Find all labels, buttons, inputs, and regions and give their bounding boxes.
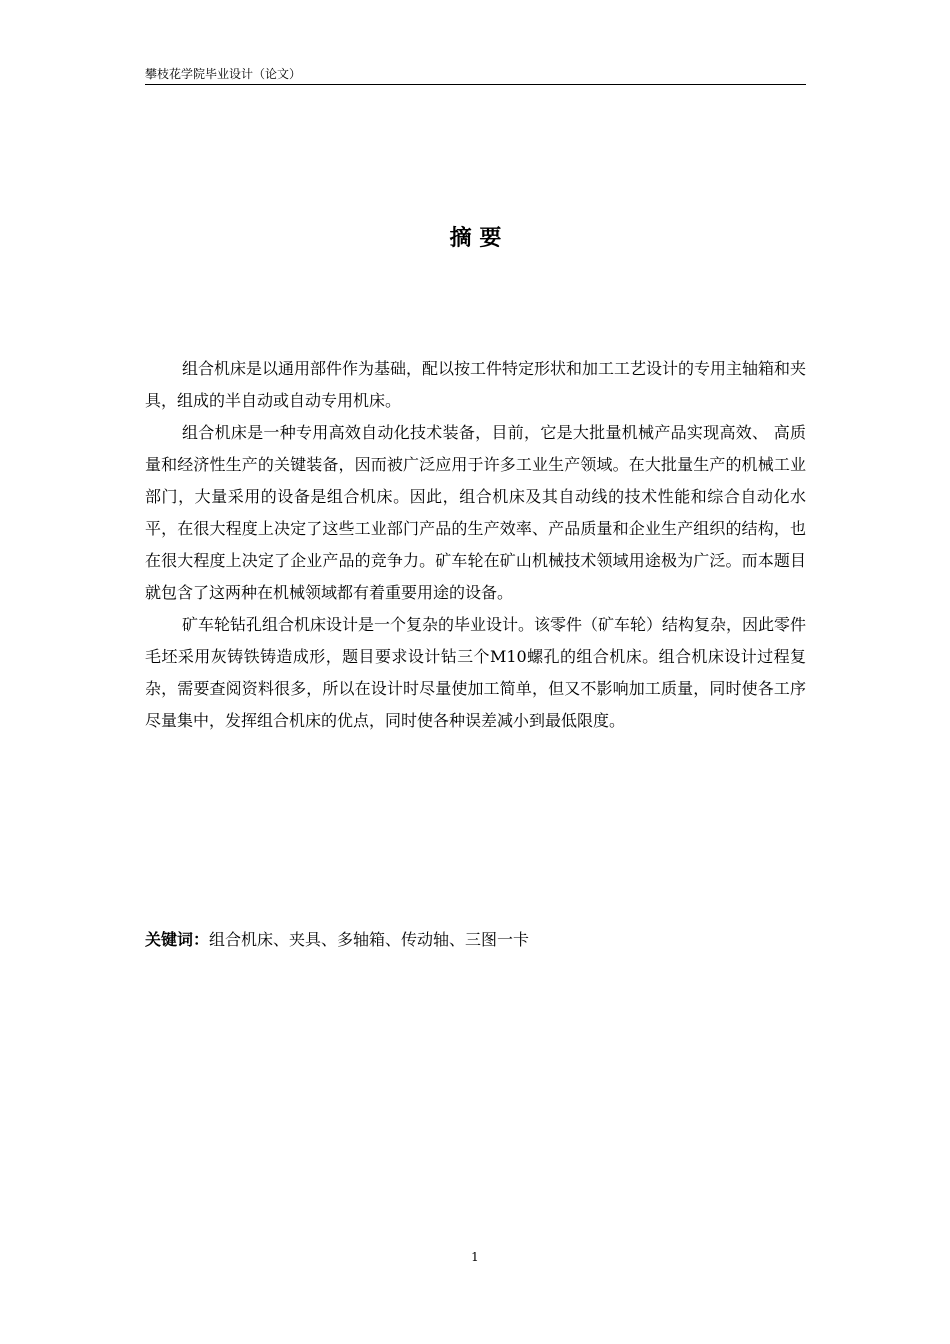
keywords-value: 组合机床、夹具、多轴箱、传动轴、三图一卡	[209, 930, 530, 949]
page-header	[145, 66, 806, 85]
page-number: 1	[471, 1250, 479, 1264]
header-text: 攀枝花学院毕业设计（论文）	[145, 67, 302, 81]
abstract-title: 摘 要	[449, 226, 502, 251]
abstract-paragraph-2: 组合机床是一种专用高效自动化技术装备，目前，它是大批量机械产品实现高效、 高质量和经济性生产的关键装备，因而被广泛应用于许多工业生产领域。在大批量生产的机械工业部门，大量采用的设备是组合机床。因此，组合机床及其自动线的技术性能和综合自动化水平，在很大程度上决定了这些工业部门产品的生产效率、产品质量和企业生产组织的结构，也在很大程度上决定了企业产品的竞争力。矿车轮在矿山机械技术领域用途极为广泛。而本题目就包含了这两种在机械领域都有着重要用途的设备。	[145, 423, 806, 602]
abstract-paragraph-1: 组合机床是以通用部件作为基础，配以按工件特定形状和加工工艺设计的专用主轴箱和夹具，组成的半自动或自动专用机床。	[145, 359, 807, 410]
keywords-line	[145, 925, 806, 955]
keywords-label: 关键词：	[145, 930, 210, 949]
abstract-body	[145, 353, 806, 737]
abstract-paragraph-3: 矿车轮钻孔组合机床设计是一个复杂的毕业设计。该零件（矿车轮）结构复杂，因此零件毛坯采用灰铸铁铸造成形，题目要求设计钻三个M10螺孔的组合机床。组合机床设计过程复杂，需要查阅资料很多，所以在设计时尽量使加工简单，但又不影响加工质量，同时使各工序尽量集中，发挥组合机床的优点，同时使各种误差减小到最低限度。	[145, 615, 807, 730]
